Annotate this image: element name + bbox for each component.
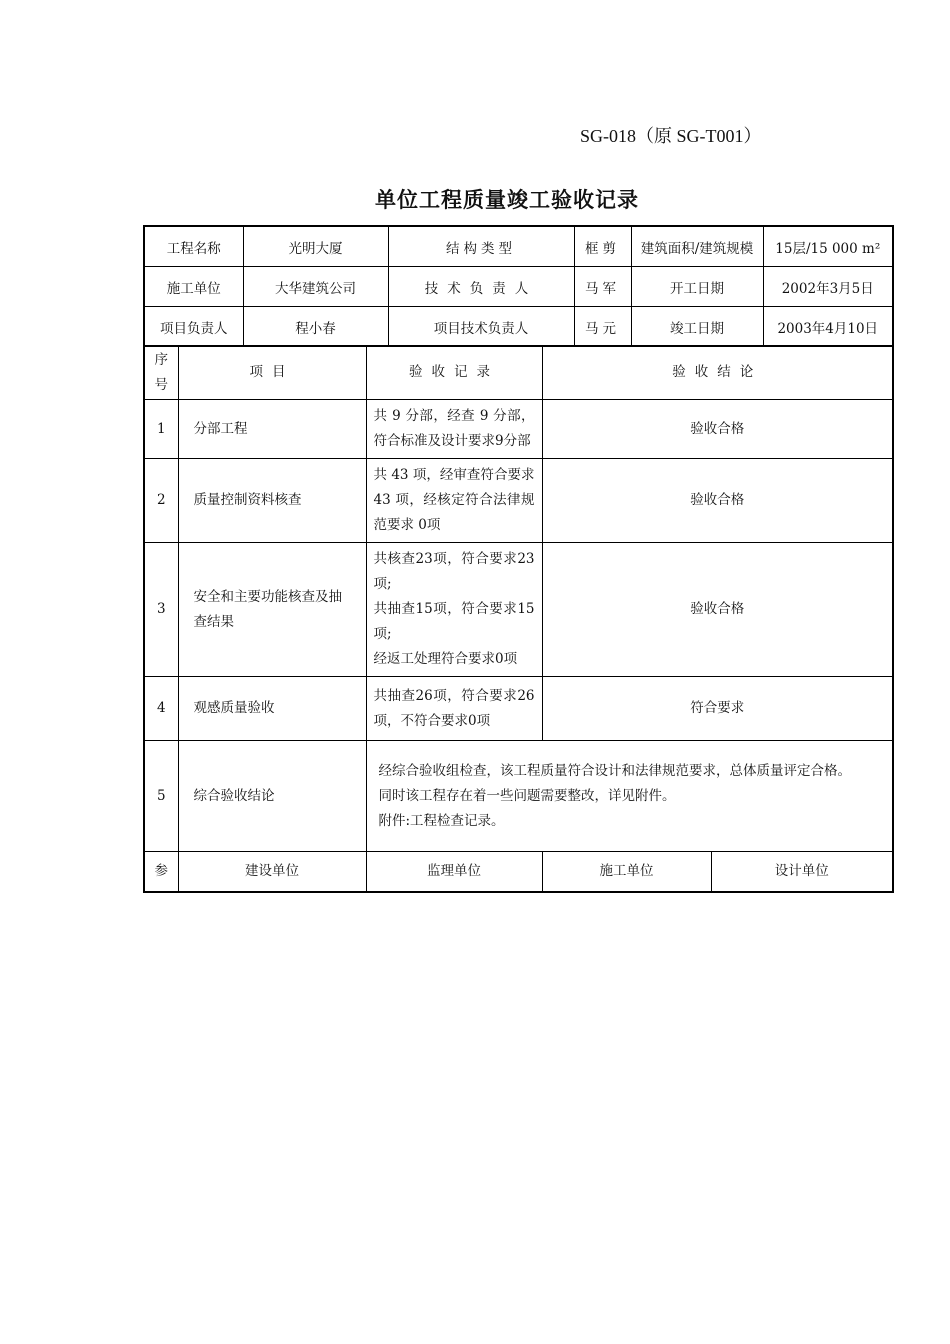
label-tech-lead: 技术负责人 [388, 267, 574, 307]
project-name-value: 光明大厦 [243, 226, 388, 267]
row-item: 安全和主要功能核查及抽查结果 [178, 543, 366, 677]
row-conclusion: 验收合格 [542, 459, 893, 543]
overall-conclusion [366, 741, 893, 852]
row-record: 共 9 分部，经查 9 分部，符合标准及设计要求9分部 [366, 400, 542, 459]
table-row [144, 677, 893, 741]
document-code: SG-018（原 SG-T001） [580, 126, 762, 146]
table-row [144, 400, 893, 459]
row-seq: 5 [144, 741, 178, 852]
row-conclusion: 符合要求 [542, 677, 893, 741]
col-conclusion-header: 验收结论 [542, 346, 893, 400]
info-row-1 [144, 226, 893, 267]
row-record [366, 543, 542, 677]
conclusion-line: 同时该工程存在着一些问题需要整改，详见附件。 [378, 787, 676, 804]
label-project-name: 工程名称 [144, 226, 243, 267]
label-area-scale: 建筑面积/建筑规模 [631, 226, 763, 267]
tech-lead-value: 马军 [574, 267, 631, 307]
record-line: 共核查23项，符合要求23项; [373, 551, 535, 592]
unit-designer: 设计单位 [711, 852, 893, 892]
unit-supervisor: 监理单位 [366, 852, 542, 892]
project-manager-value: 程小春 [243, 307, 388, 347]
acceptance-table [143, 345, 894, 893]
row-seq: 2 [144, 459, 178, 543]
record-line: 共抽查15项，符合要求15项; [373, 601, 535, 642]
page-title: 单位工程质量竣工验收记录 [375, 188, 639, 212]
unit-builder: 施工单位 [542, 852, 711, 892]
row-seq: 3 [144, 543, 178, 677]
row-item: 观感质量验收 [178, 677, 366, 741]
record-line: 经返工处理符合要求0项 [373, 651, 518, 667]
label-start-date: 开工日期 [631, 267, 763, 307]
row-seq: 1 [144, 400, 178, 459]
area-scale-value: 15层/15 000 m² [763, 226, 893, 267]
unit-owner: 建设单位 [178, 852, 366, 892]
label-builder: 施工单位 [144, 267, 243, 307]
label-structure-type: 结构类型 [388, 226, 574, 267]
label-project-tech-lead: 项目技术负责人 [388, 307, 574, 347]
col-item-header: 项目 [178, 346, 366, 400]
row-item: 综合验收结论 [178, 741, 366, 852]
col-record-header: 验收记录 [366, 346, 542, 400]
table-row [144, 543, 893, 677]
project-tech-lead-value: 马元 [574, 307, 631, 347]
row-seq: 4 [144, 677, 178, 741]
start-date-value: 2002年3月5日 [763, 267, 893, 307]
row-item: 分部工程 [178, 400, 366, 459]
info-row-2 [144, 267, 893, 307]
conclusion-line: 附件:工程检查记录。 [378, 812, 505, 829]
table-header-row [144, 346, 893, 400]
conclusion-line: 经综合验收组检查，该工程质量符合设计和法律规范要求，总体质量评定合格。 [378, 762, 851, 779]
row-conclusion: 验收合格 [542, 400, 893, 459]
signature-row [144, 852, 893, 892]
row-record: 共 43 项，经审查符合要求43 项，经核定符合法律规范要求 0项 [366, 459, 542, 543]
label-project-manager: 项目负责人 [144, 307, 243, 347]
builder-value: 大华建筑公司 [243, 267, 388, 307]
label-finish-date: 竣工日期 [631, 307, 763, 347]
finish-date-value: 2003年4月10日 [763, 307, 893, 347]
col-seq-header: 序号 [144, 346, 178, 400]
table-row [144, 741, 893, 852]
table-row [144, 459, 893, 543]
row-conclusion: 验收合格 [542, 543, 893, 677]
participants-label: 参 [144, 852, 178, 892]
project-info-table [143, 225, 894, 347]
info-row-3 [144, 307, 893, 347]
structure-type-value: 框剪 [574, 226, 631, 267]
row-item: 质量控制资料核查 [178, 459, 366, 543]
row-record: 共抽查26项，符合要求26项，不符合要求0项 [366, 677, 542, 741]
